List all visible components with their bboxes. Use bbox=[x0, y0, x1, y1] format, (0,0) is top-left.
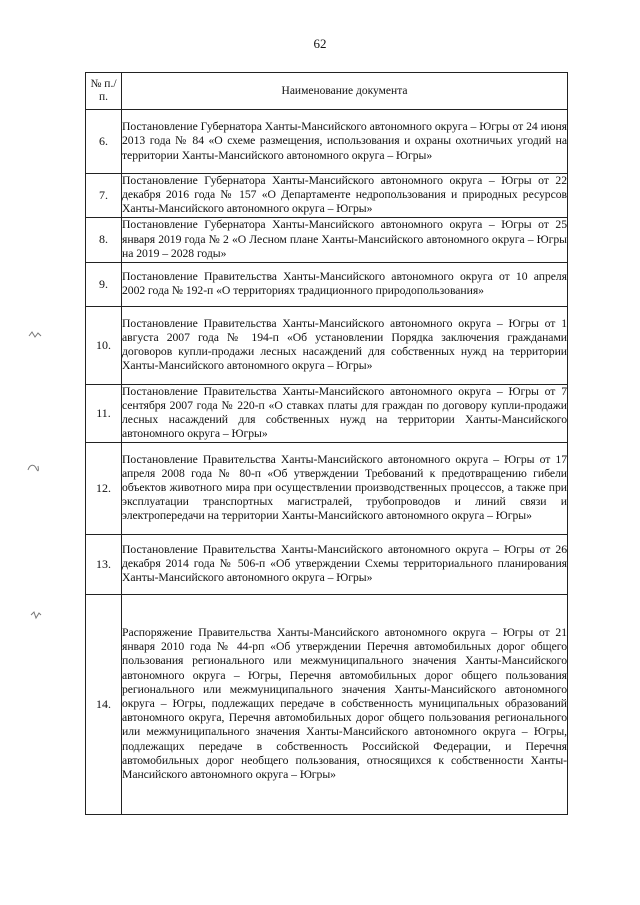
document-name: Постановление Правительства Ханты-Мансийского автономного округа от 10 апреля 2002 года № 192-п «О территориях традиционного природопользования» bbox=[122, 262, 568, 306]
page-number: 62 bbox=[313, 36, 327, 51]
table-row bbox=[86, 306, 568, 384]
table-row bbox=[86, 442, 568, 534]
row-number: 7. bbox=[86, 174, 122, 218]
table-row bbox=[86, 594, 568, 814]
scan-artifact-mark bbox=[28, 330, 42, 340]
table-row bbox=[86, 110, 568, 174]
document-name: Постановление Правительства Ханты-Мансийского автономного округа – Югры от 26 декабря 2014 года № 506-п «Об утверждении Схемы территориального планирования Ханты-Мансийского автономного округа – Югры» bbox=[122, 534, 568, 594]
row-number: 8. bbox=[86, 217, 122, 262]
table-row bbox=[86, 534, 568, 594]
row-number: 10. bbox=[86, 306, 122, 384]
row-number: 6. bbox=[86, 110, 122, 174]
document-name: Постановление Губернатора Ханты-Мансийского автономного округа – Югры от 25 января 2019 года № 2 «О Лесном плане Ханты-Мансийского автономного округа – Югры на 2019 – 2028 годы» bbox=[122, 217, 568, 262]
row-number: 13. bbox=[86, 534, 122, 594]
documents-table bbox=[85, 72, 568, 815]
document-name: Постановление Правительства Ханты-Мансийского автономного округа – Югры от 17 апреля 2008 года № 80-п «Об утверждении Требований к предотвращению гибели объектов животного мира при осуществлении производственных процессов, а также при эксплуатации транспортных магистралей, трубопроводов и линий связи и электропередачи на территории Ханты-Мансийского автономного округа – Югры» bbox=[122, 442, 568, 534]
document-name: Постановление Правительства Ханты-Мансийского автономного округа – Югры от 1 августа 2007 года № 194-п «Об установлении Порядка заключения гражданами договоров купли-продажи лесных насаждений для собственных нужд на территории Ханты-Мансийского автономного округа – Югры» bbox=[122, 306, 568, 384]
table-row bbox=[86, 384, 568, 442]
column-header-number: № п./п. bbox=[86, 73, 122, 110]
row-number: 9. bbox=[86, 262, 122, 306]
table-header-row bbox=[86, 73, 568, 110]
document-name: Постановление Губернатора Ханты-Мансийского автономного округа – Югры от 24 июня 2013 года № 84 «О схеме размещения, использования и охраны охотничьих угодий на территории Ханты-Мансийского автономного округа – Югры» bbox=[122, 110, 568, 174]
scan-artifact-mark bbox=[30, 610, 42, 620]
table-row bbox=[86, 262, 568, 306]
document-name: Постановление Правительства Ханты-Мансийского автономного округа – Югры от 7 сентября 2007 года № 220-п «О ставках платы для граждан по договору купли-продажи лесных насаждений для собственных нужд на территории Ханты-Мансийского автономного округа – Югры» bbox=[122, 384, 567, 441]
scan-artifact-mark bbox=[26, 462, 40, 474]
table-row bbox=[86, 174, 568, 218]
document-name: Распоряжение Правительства Ханты-Мансийского автономного округа – Югры от 21 января 2010 года № 44-рп «Об утверждении Перечня автомобильных дорог общего пользования регионального или межмуниципального значения Ханты-Мансийского автономного округа – Югры, Перечня автомобильных дорог общего пользования регионального или межмуниципального значения Ханты-Мансийского автономного округа – Югры, подлежащих передаче в собственность муниципальных образований автономного округа, Перечня автомобильных дорог общего пользования регионального или межмуниципального значения Ханты-Мансийского автономного округа – Югры, подлежащих передаче в собственность Российской Федерации, и Перечня автомобильных дорог необщего пользования, относящихся к собственности Ханты-Мансийского автономного округа – Югры» bbox=[122, 594, 568, 814]
row-number: 11. bbox=[86, 384, 122, 442]
document-name: Постановление Губернатора Ханты-Мансийского автономного округа – Югры от 22 декабря 2016 года № 157 «О Департаменте недропользования и природных ресурсов Ханты-Мансийского автономного округа – Югры» bbox=[122, 174, 567, 216]
column-header-document-name: Наименование документа bbox=[122, 73, 568, 110]
table-row bbox=[86, 217, 568, 262]
row-number: 12. bbox=[86, 442, 122, 534]
row-number: 14. bbox=[86, 594, 122, 814]
